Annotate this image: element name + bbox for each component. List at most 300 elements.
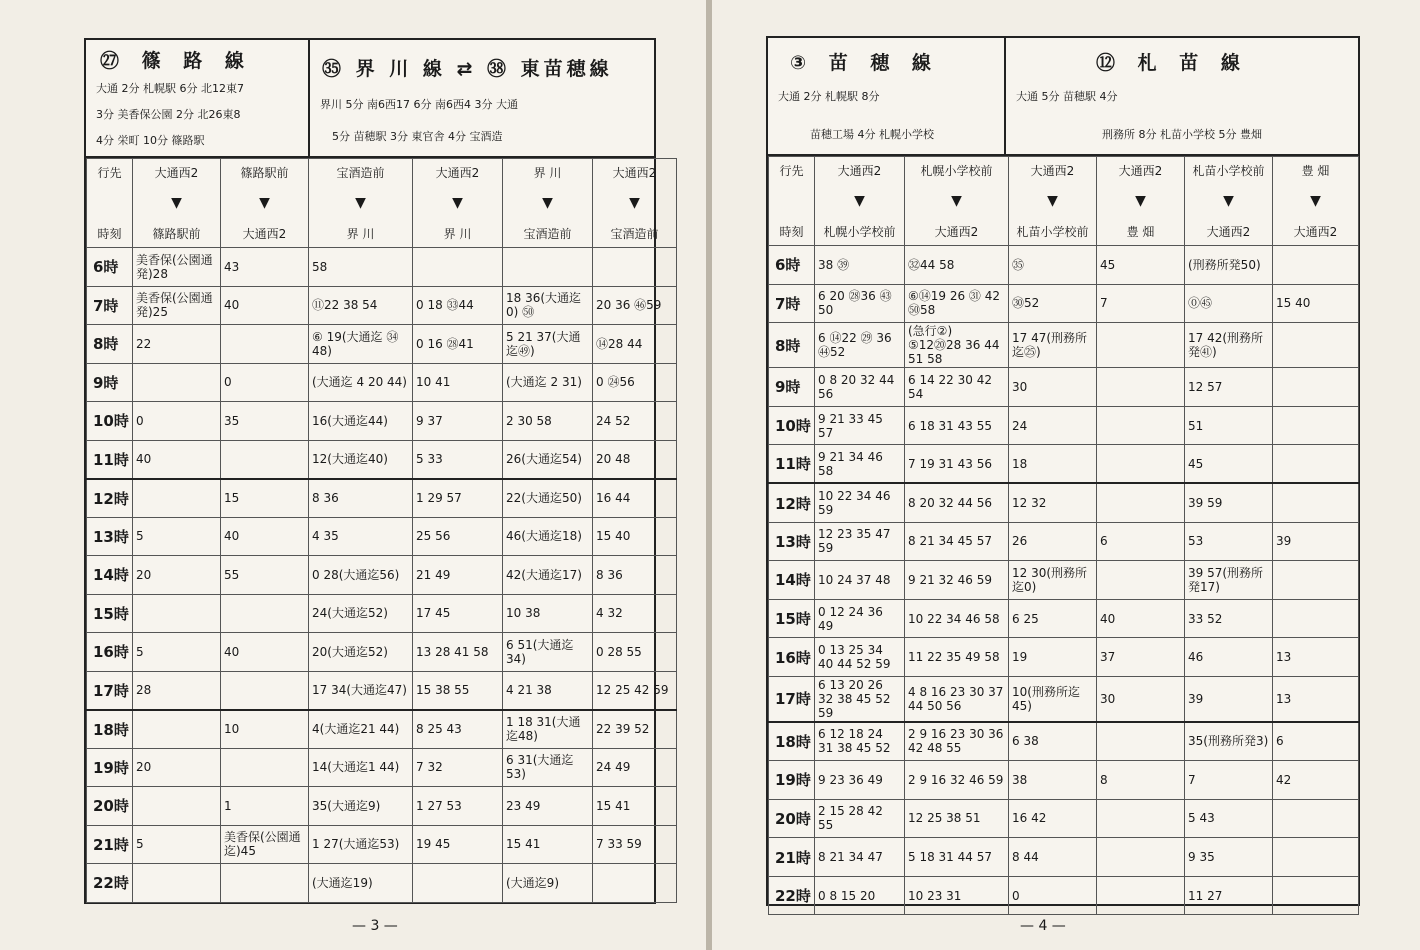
table-row — [769, 561, 1359, 600]
time-cell: 7 19 31 43 56 — [905, 445, 1009, 484]
time-cell: 12 32 — [1009, 483, 1097, 522]
column-destination: 篠路駅前 — [152, 227, 201, 241]
hour-label: 19時 — [87, 748, 133, 787]
table-row — [87, 440, 677, 479]
time-cell: 40 — [221, 633, 309, 672]
column-origin: 大通西2 — [1030, 164, 1075, 178]
time-cell: 15 — [221, 479, 309, 518]
column-origin: 大通西2 — [1118, 164, 1163, 178]
time-cell: 38 — [1009, 761, 1097, 800]
time-cell: 24 52 — [593, 402, 677, 441]
time-cell: 13 — [1273, 638, 1359, 677]
time-cell: 35 — [221, 402, 309, 441]
column-origin: 界 川 — [533, 166, 562, 180]
time-cell — [133, 864, 221, 903]
time-cell: 19 45 — [413, 825, 503, 864]
hour-label: 16時 — [87, 633, 133, 672]
arrow-down-icon: ▼ — [259, 195, 270, 211]
corner-header — [769, 157, 815, 246]
hour-label: 19時 — [769, 761, 815, 800]
time-cell: 22 — [133, 325, 221, 364]
column-header — [133, 159, 221, 248]
arrow-down-icon: ▼ — [171, 195, 182, 211]
time-cell: 0 16 ㉘41 — [413, 325, 503, 364]
destination-label: 行先 — [97, 166, 122, 180]
time-cell — [1273, 876, 1359, 915]
time-cell: 6 51(大通迄34) — [503, 633, 593, 672]
time-cell: 15 41 — [503, 825, 593, 864]
column-origin: 篠路駅前 — [240, 166, 289, 180]
column-origin: 大通西2 — [837, 164, 882, 178]
hour-label: 6時 — [87, 248, 133, 287]
time-cell — [1097, 799, 1185, 838]
hour-label: 17時 — [87, 671, 133, 710]
time-cell: 1 27 53 — [413, 787, 503, 826]
hour-label: 12時 — [769, 483, 815, 522]
column-origin: 札幌小学校前 — [920, 164, 993, 178]
time-cell — [1273, 445, 1359, 484]
time-cell: (急行②) ⑤12⑳28 36 44 51 58 — [905, 323, 1009, 368]
time-cell: 39 59 — [1185, 483, 1273, 522]
time-cell — [1097, 406, 1185, 445]
table-row — [769, 676, 1359, 722]
time-cell — [133, 363, 221, 402]
time-cell: 5 21 37(大通迄㊾) — [503, 325, 593, 364]
column-header — [221, 159, 309, 248]
time-cell: 5 — [133, 517, 221, 556]
time-cell: 22 39 52 — [593, 710, 677, 749]
corner-header — [87, 159, 133, 248]
time-cell: 6 18 31 43 55 — [905, 406, 1009, 445]
table-row — [769, 483, 1359, 522]
time-cell: 39 57(刑務所発17) — [1185, 561, 1273, 600]
time-cell: 2 30 58 — [503, 402, 593, 441]
hour-label: 9時 — [87, 363, 133, 402]
line-title-shinoro: ㉗ 篠 路 線 — [100, 50, 252, 72]
time-cell: 22(大通迄50) — [503, 479, 593, 518]
arrow-down-icon: ▼ — [1047, 193, 1058, 209]
table-row — [87, 479, 677, 518]
time-cell: 5 18 31 44 57 — [905, 838, 1009, 877]
column-destination: 札苗小学校前 — [1016, 225, 1089, 239]
time-cell: 2 9 16 23 30 36 42 48 55 — [905, 722, 1009, 761]
time-cell: 8 21 34 47 — [815, 838, 905, 877]
right-header — [768, 38, 1358, 156]
time-cell: 13 — [1273, 676, 1359, 722]
time-cell: 42(大通迄17) — [503, 556, 593, 595]
time-cell — [503, 248, 593, 287]
time-label: 時刻 — [779, 225, 804, 239]
time-cell: 12 23 35 47 59 — [815, 522, 905, 561]
time-cell: ㉜44 58 — [905, 246, 1009, 285]
time-cell: 24(大通迄52) — [309, 594, 413, 633]
time-cell — [1273, 368, 1359, 407]
time-cell: 20 — [133, 748, 221, 787]
hour-label: 14時 — [769, 561, 815, 600]
time-cell: 5 43 — [1185, 799, 1273, 838]
time-cell: 7 — [1185, 761, 1273, 800]
hour-label: 10時 — [769, 406, 815, 445]
hour-label: 12時 — [87, 479, 133, 518]
column-header — [905, 157, 1009, 246]
table-row — [87, 325, 677, 364]
time-cell — [1097, 445, 1185, 484]
time-cell: 1 18 31(大通迄48) — [503, 710, 593, 749]
route-shinoro-3: 4分 栄町 10分 篠路駅 — [96, 134, 205, 147]
time-cell: ⑥⑭19 26 ㉛ 42 ㊿58 — [905, 284, 1009, 323]
time-cell: 8 25 43 — [413, 710, 503, 749]
time-cell: 40 — [133, 440, 221, 479]
table-row — [87, 248, 677, 287]
right-table — [768, 156, 1358, 915]
arrow-down-icon: ▼ — [951, 193, 962, 209]
time-cell: 35(大通迄9) — [309, 787, 413, 826]
time-cell: 0 8 20 32 44 56 — [815, 368, 905, 407]
time-cell: (刑務所発50) — [1185, 246, 1273, 285]
time-cell: 6 14 22 30 42 54 — [905, 368, 1009, 407]
time-cell: 0 12 24 36 49 — [815, 599, 905, 638]
time-cell: 16(大通迄44) — [309, 402, 413, 441]
time-cell: 9 21 34 46 58 — [815, 445, 905, 484]
time-cell: 6 — [1097, 522, 1185, 561]
column-origin: 大通西2 — [435, 166, 480, 180]
column-destination: 宝酒造前 — [523, 227, 572, 241]
arrow-down-icon: ▼ — [1135, 193, 1146, 209]
time-cell: 12 25 42 59 — [593, 671, 677, 710]
arrow-down-icon: ▼ — [452, 195, 463, 211]
time-cell: 4 21 38 — [503, 671, 593, 710]
time-cell: ㉟ — [1009, 246, 1097, 285]
hour-label: 15時 — [769, 599, 815, 638]
time-cell: 10 23 31 — [905, 876, 1009, 915]
right-timetable — [766, 36, 1360, 906]
time-cell: 7 32 — [413, 748, 503, 787]
time-cell: 10 22 34 46 58 — [905, 599, 1009, 638]
time-cell: 55 — [221, 556, 309, 595]
time-cell — [593, 248, 677, 287]
time-cell: 7 — [1097, 284, 1185, 323]
time-cell: 10 22 34 46 59 — [815, 483, 905, 522]
column-origin: 大通西2 — [154, 166, 199, 180]
time-cell — [133, 710, 221, 749]
route-kaigawa-1: 界川 5分 南6西17 6分 南6西4 3分 大通 — [320, 98, 518, 111]
column-destination: 大通西2 — [1293, 225, 1338, 239]
line-title-kaigawa: ㉟ 界 川 線 ⇄ ㊳ 東苗穂線 — [322, 58, 613, 80]
hour-label: 6時 — [769, 246, 815, 285]
time-cell: 1 29 57 — [413, 479, 503, 518]
time-cell: 12 57 — [1185, 368, 1273, 407]
hour-label: 11時 — [769, 445, 815, 484]
route-satsunae-2: 刑務所 8分 札苗小学校 5分 豊畑 — [1102, 128, 1262, 141]
time-cell: (大通迄19) — [309, 864, 413, 903]
table-row — [769, 368, 1359, 407]
time-cell — [1097, 483, 1185, 522]
time-cell: 39 — [1185, 676, 1273, 722]
table-row — [87, 556, 677, 595]
time-cell — [413, 864, 503, 903]
time-cell: 17 42(刑務所発㊶) — [1185, 323, 1273, 368]
time-cell: 15 38 55 — [413, 671, 503, 710]
time-cell: 25 56 — [413, 517, 503, 556]
time-cell: 0 8 15 20 — [815, 876, 905, 915]
time-cell — [1273, 599, 1359, 638]
header-divider — [308, 40, 310, 158]
table-row — [769, 638, 1359, 677]
time-cell: 美香保(公園通迄)45 — [221, 825, 309, 864]
left-table — [86, 158, 669, 903]
table-row — [769, 246, 1359, 285]
time-cell: 17 47(刑務所迄㉕) — [1009, 323, 1097, 368]
column-destination: 札幌小学校前 — [823, 225, 896, 239]
time-cell: ⓪㊺ — [1185, 284, 1273, 323]
column-destination: 大通西2 — [242, 227, 287, 241]
time-cell: 9 37 — [413, 402, 503, 441]
time-cell: 33 52 — [1185, 599, 1273, 638]
table-row — [769, 406, 1359, 445]
hour-label: 20時 — [769, 799, 815, 838]
line-title-naebo: ③ 苗 穂 線 — [790, 52, 939, 74]
time-cell: 16 44 — [593, 479, 677, 518]
column-origin: 宝酒造前 — [336, 166, 385, 180]
time-cell: 8 36 — [309, 479, 413, 518]
time-cell: 17 45 — [413, 594, 503, 633]
hour-label: 9時 — [769, 368, 815, 407]
arrow-down-icon: ▼ — [542, 195, 553, 211]
column-destination: 宝酒造前 — [610, 227, 659, 241]
time-cell: 0 ㉔56 — [593, 363, 677, 402]
time-cell: 8 20 32 44 56 — [905, 483, 1009, 522]
time-cell: 0 13 25 34 40 44 52 59 — [815, 638, 905, 677]
time-cell: 30 — [1097, 676, 1185, 722]
table-row — [87, 363, 677, 402]
time-cell: 24 49 — [593, 748, 677, 787]
table-row — [87, 825, 677, 864]
page-number: — 3 — — [352, 918, 398, 934]
time-cell: 21 49 — [413, 556, 503, 595]
time-cell: 43 — [221, 248, 309, 287]
time-cell — [133, 787, 221, 826]
column-destination: 界 川 — [443, 227, 472, 241]
time-cell: 9 23 36 49 — [815, 761, 905, 800]
time-cell — [133, 594, 221, 633]
time-cell: 6 13 20 26 32 38 45 52 59 — [815, 676, 905, 722]
time-cell: 8 — [1097, 761, 1185, 800]
table-row — [769, 284, 1359, 323]
time-cell: 6 ⑭22 ㉙ 36 ㊹52 — [815, 323, 905, 368]
time-cell: 美香保(公園通発)28 — [133, 248, 221, 287]
time-cell: 18 36(大通迄0) ㊿ — [503, 286, 593, 325]
table-row — [87, 633, 677, 672]
time-cell: 美香保(公園通発)25 — [133, 286, 221, 325]
time-cell: 10 24 37 48 — [815, 561, 905, 600]
time-cell: 5 — [133, 633, 221, 672]
time-cell: 11 22 35 49 58 — [905, 638, 1009, 677]
time-cell: 42 — [1273, 761, 1359, 800]
time-cell — [221, 748, 309, 787]
time-cell — [1273, 483, 1359, 522]
time-cell: 4(大通迄21 44) — [309, 710, 413, 749]
column-header — [1185, 157, 1273, 246]
time-cell: 58 — [309, 248, 413, 287]
time-cell — [1097, 722, 1185, 761]
time-cell: 8 44 — [1009, 838, 1097, 877]
time-cell: 40 — [221, 517, 309, 556]
table-row — [769, 761, 1359, 800]
table-row — [87, 710, 677, 749]
time-cell: 8 21 34 45 57 — [905, 522, 1009, 561]
time-cell: 12(大通迄40) — [309, 440, 413, 479]
time-cell: (大通迄 4 20 44) — [309, 363, 413, 402]
time-cell: 0 28(大通迄56) — [309, 556, 413, 595]
table-row — [769, 876, 1359, 915]
table-row — [769, 799, 1359, 838]
time-label: 時刻 — [97, 227, 122, 241]
arrow-down-icon: ▼ — [854, 193, 865, 209]
column-header — [309, 159, 413, 248]
time-cell: 15 40 — [593, 517, 677, 556]
destination-label: 行先 — [779, 164, 804, 178]
time-cell: ⑥ 19(大通迄 ㉞48) — [309, 325, 413, 364]
route-shinoro-2: 3分 美香保公園 2分 北26東8 — [96, 108, 241, 121]
column-destination: 大通西2 — [934, 225, 979, 239]
time-cell — [221, 594, 309, 633]
time-cell: 46(大通迄18) — [503, 517, 593, 556]
time-cell — [1273, 799, 1359, 838]
route-naebo-1: 大通 2分 札幌駅 8分 — [778, 90, 880, 103]
time-cell — [1273, 246, 1359, 285]
time-cell: 17 34(大通迄47) — [309, 671, 413, 710]
column-origin: 豊 畑 — [1301, 164, 1330, 178]
table-row — [87, 748, 677, 787]
time-cell: 15 41 — [593, 787, 677, 826]
time-cell: 0 — [1009, 876, 1097, 915]
hour-label: 8時 — [87, 325, 133, 364]
hour-label: 14時 — [87, 556, 133, 595]
table-row — [769, 722, 1359, 761]
time-cell: 12 25 38 51 — [905, 799, 1009, 838]
table-row — [87, 787, 677, 826]
time-cell: 10 — [221, 710, 309, 749]
table-row — [87, 864, 677, 903]
time-cell: ㉚52 — [1009, 284, 1097, 323]
time-cell: 28 — [133, 671, 221, 710]
arrow-down-icon: ▼ — [629, 195, 640, 211]
time-cell — [1097, 838, 1185, 877]
time-cell — [221, 325, 309, 364]
column-header — [815, 157, 905, 246]
time-cell: 38 ㊴ — [815, 246, 905, 285]
column-header — [503, 159, 593, 248]
column-header — [1009, 157, 1097, 246]
arrow-down-icon: ▼ — [355, 195, 366, 211]
column-destination: 豊 畑 — [1126, 225, 1155, 239]
time-cell: 4 8 16 23 30 37 44 50 56 — [905, 676, 1009, 722]
time-cell: 5 33 — [413, 440, 503, 479]
time-cell: 6 20 ㉘36 ㊸50 — [815, 284, 905, 323]
time-cell — [1097, 561, 1185, 600]
hour-label: 7時 — [87, 286, 133, 325]
time-cell: 4 32 — [593, 594, 677, 633]
time-cell: 0 28 55 — [593, 633, 677, 672]
arrow-down-icon: ▼ — [1310, 193, 1321, 209]
time-cell: 20 36 ㊻59 — [593, 286, 677, 325]
time-cell: 6 31(大通迄53) — [503, 748, 593, 787]
route-satsunae-1: 大通 5分 苗穂駅 4分 — [1016, 90, 1118, 103]
time-cell: 10 41 — [413, 363, 503, 402]
route-naebo-2: 苗穂工場 4分 札幌小学校 — [810, 128, 934, 141]
time-cell: 0 18 ㉝44 — [413, 286, 503, 325]
time-cell: 40 — [221, 286, 309, 325]
column-header — [593, 159, 677, 248]
table-row — [769, 838, 1359, 877]
time-cell: 1 27(大通迄53) — [309, 825, 413, 864]
hour-label: 7時 — [769, 284, 815, 323]
time-cell — [1097, 368, 1185, 407]
time-cell: 23 49 — [503, 787, 593, 826]
time-cell: 9 21 33 45 57 — [815, 406, 905, 445]
time-cell: 53 — [1185, 522, 1273, 561]
hour-label: 13時 — [87, 517, 133, 556]
table-row — [87, 286, 677, 325]
time-cell: 40 — [1097, 599, 1185, 638]
route-kaigawa-2: 5分 苗穂駅 3分 東官舎 4分 宝酒造 — [332, 130, 503, 143]
time-cell: 39 — [1273, 522, 1359, 561]
time-cell: 26(大通迄54) — [503, 440, 593, 479]
time-cell: 2 9 16 32 46 59 — [905, 761, 1009, 800]
time-cell: ⑭28 44 — [593, 325, 677, 364]
time-cell: 6 38 — [1009, 722, 1097, 761]
column-origin: 大通西2 — [612, 166, 657, 180]
time-cell: 9 21 32 46 59 — [905, 561, 1009, 600]
header-divider — [1004, 38, 1006, 156]
hour-label: 17時 — [769, 676, 815, 722]
hour-label: 21時 — [769, 838, 815, 877]
time-cell: 35(刑務所発3) — [1185, 722, 1273, 761]
hour-label: 15時 — [87, 594, 133, 633]
column-header — [1097, 157, 1185, 246]
time-cell — [221, 440, 309, 479]
time-cell: 20(大通迄52) — [309, 633, 413, 672]
table-row — [87, 517, 677, 556]
table-row — [769, 522, 1359, 561]
hour-label: 21時 — [87, 825, 133, 864]
hour-label: 16時 — [769, 638, 815, 677]
time-cell: 9 35 — [1185, 838, 1273, 877]
time-cell: 2 15 28 42 55 — [815, 799, 905, 838]
time-cell: 7 33 59 — [593, 825, 677, 864]
left-header — [86, 40, 654, 158]
column-header — [413, 159, 503, 248]
time-cell: 6 — [1273, 722, 1359, 761]
time-cell — [221, 864, 309, 903]
time-cell: 5 — [133, 825, 221, 864]
time-cell: 30 — [1009, 368, 1097, 407]
time-cell — [413, 248, 503, 287]
hour-label: 20時 — [87, 787, 133, 826]
hour-label: 18時 — [769, 722, 815, 761]
left-timetable — [84, 38, 669, 904]
table-row — [87, 594, 677, 633]
time-cell: 26 — [1009, 522, 1097, 561]
time-cell: 6 25 — [1009, 599, 1097, 638]
page-number: — 4 — — [1020, 918, 1066, 934]
time-cell: 10(刑務所迄45) — [1009, 676, 1097, 722]
time-cell — [1273, 838, 1359, 877]
hour-label: 13時 — [769, 522, 815, 561]
time-cell: (大通迄9) — [503, 864, 593, 903]
time-cell: 37 — [1097, 638, 1185, 677]
time-cell: 24 — [1009, 406, 1097, 445]
